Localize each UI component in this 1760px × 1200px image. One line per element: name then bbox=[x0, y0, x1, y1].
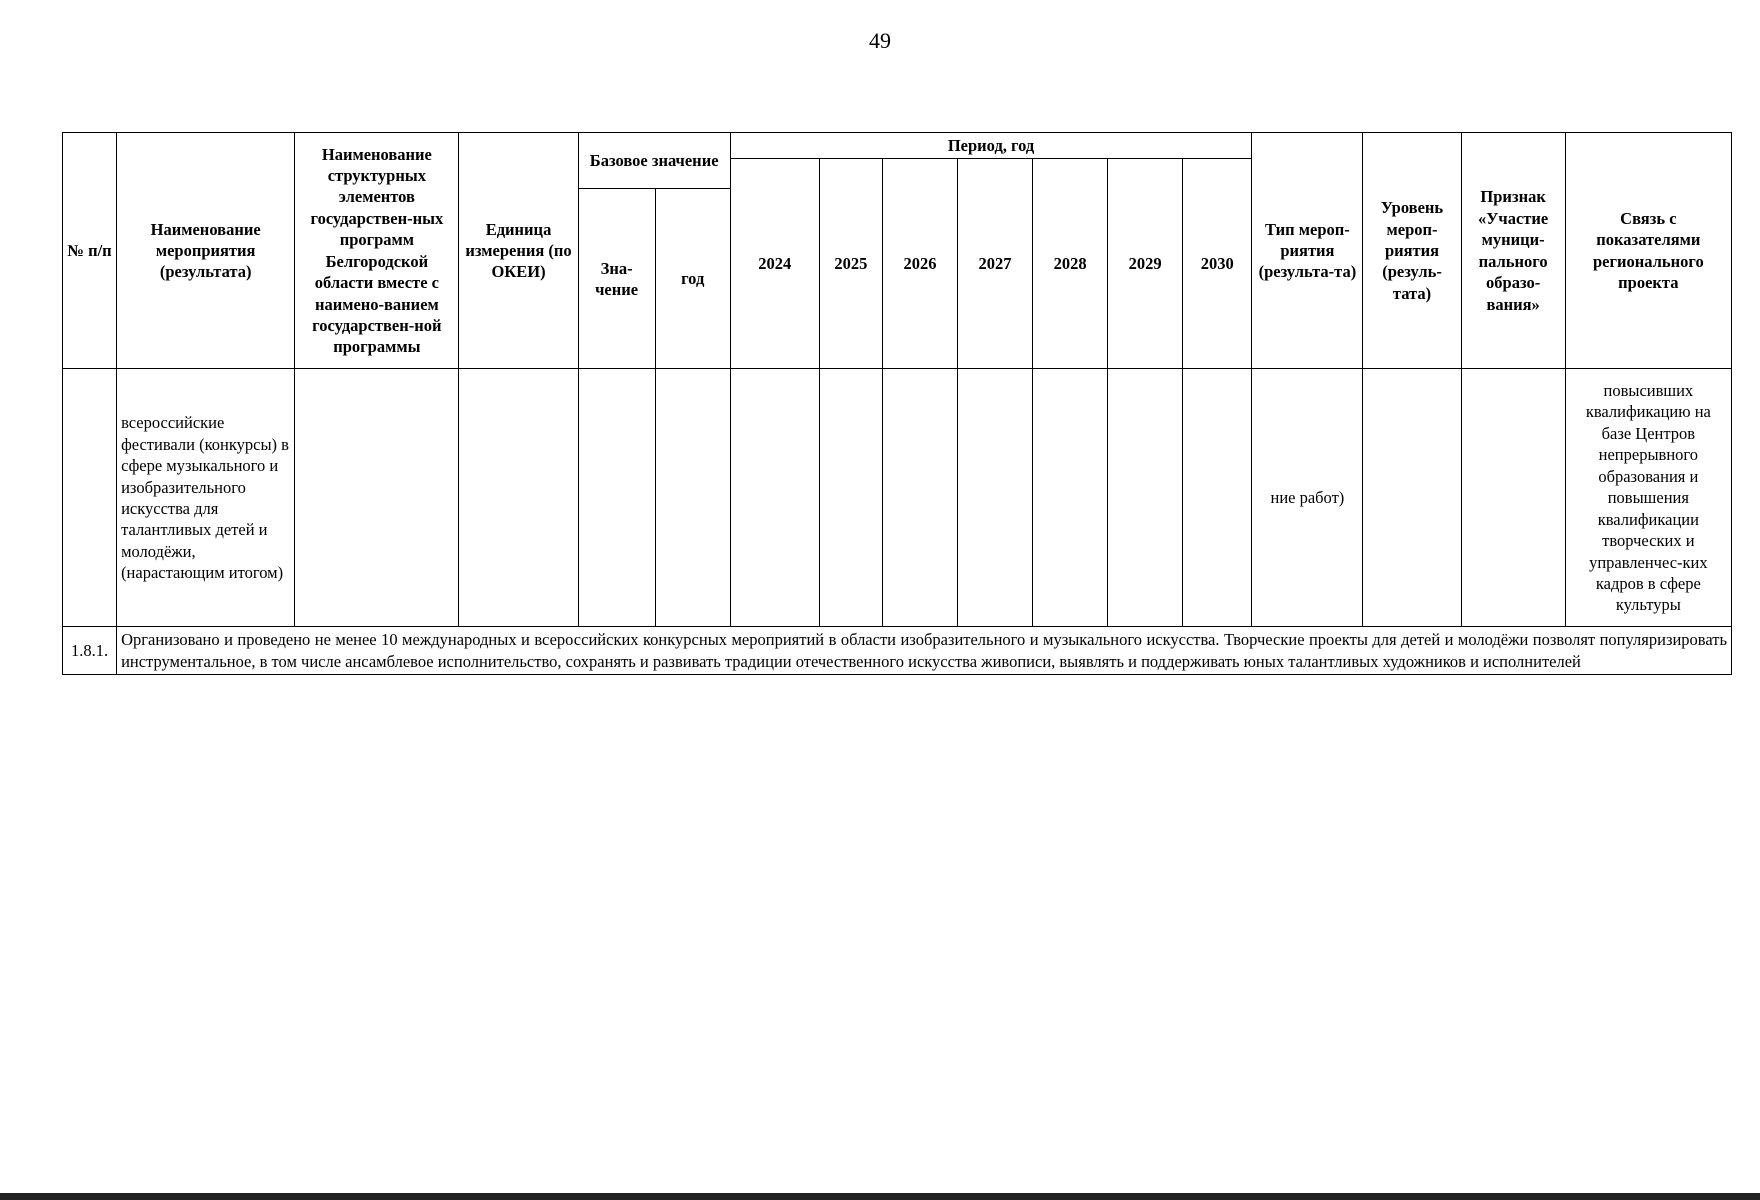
header-base: Базовое значение bbox=[578, 133, 730, 189]
activity-type: ние работ) bbox=[1252, 369, 1363, 627]
header-type: Тип мероп-риятия (результа-та) bbox=[1252, 133, 1363, 369]
header-num: № п/п bbox=[63, 133, 117, 369]
table-row bbox=[63, 369, 1732, 627]
header-structural-elements: Наименование структурных элементов государствен-ных программ Белгородской области вместе с наимено-ванием государствен-ной программы bbox=[295, 133, 459, 369]
header-year-2030: 2030 bbox=[1183, 159, 1252, 369]
header-municipal-sign: Признак «Участие муници-пального образо-вания» bbox=[1461, 133, 1565, 369]
header-base-year: год bbox=[655, 189, 730, 369]
header-year-2025: 2025 bbox=[819, 159, 882, 369]
activity-name: всероссийские фестивали (конкурсы) в сфере музыкального и изобразительного искусства для талантливых детей и молодёжи, (нарастающим итогом) bbox=[117, 369, 295, 627]
header-period: Период, год bbox=[730, 133, 1252, 159]
header-link: Связь с показателями регионального проекта bbox=[1565, 133, 1731, 369]
header-unit: Единица измерения (по ОКЕИ) bbox=[459, 133, 578, 369]
activities-table bbox=[62, 132, 1732, 675]
activity-link: повысивших квалификацию на базе Центров непрерывного образования и повышения квалификации творческих и управленчес-ких кадров в сфере культуры bbox=[1565, 369, 1731, 627]
scan-edge bbox=[0, 1193, 1760, 1200]
header-level: Уровень мероп-риятия (резуль-тата) bbox=[1363, 133, 1461, 369]
header-year-2027: 2027 bbox=[957, 159, 1032, 369]
page-number: 49 bbox=[869, 28, 891, 53]
activity-description: Организовано и проведено не менее 10 международных и всероссийских конкурсных мероприятий в области изобразительного и музыкального искусства. Творческие проекты для детей и молодёжи позволят популяризировать инструментальное, в том числе ансамблевое исполнительство, сохранять и развивать традиции отечественного искусства живописи, выявлять и поддерживать юных талантливых художников и исполнителей bbox=[117, 627, 1732, 675]
header-name: Наименование мероприятия (результата) bbox=[117, 133, 295, 369]
header-year-2029: 2029 bbox=[1108, 159, 1183, 369]
header-year-2028: 2028 bbox=[1033, 159, 1108, 369]
header-year-2024: 2024 bbox=[730, 159, 819, 369]
row-number: 1.8.1. bbox=[63, 627, 117, 675]
header-year-2026: 2026 bbox=[882, 159, 957, 369]
header-base-value: Зна-чение bbox=[578, 189, 655, 369]
table-row bbox=[63, 627, 1732, 675]
